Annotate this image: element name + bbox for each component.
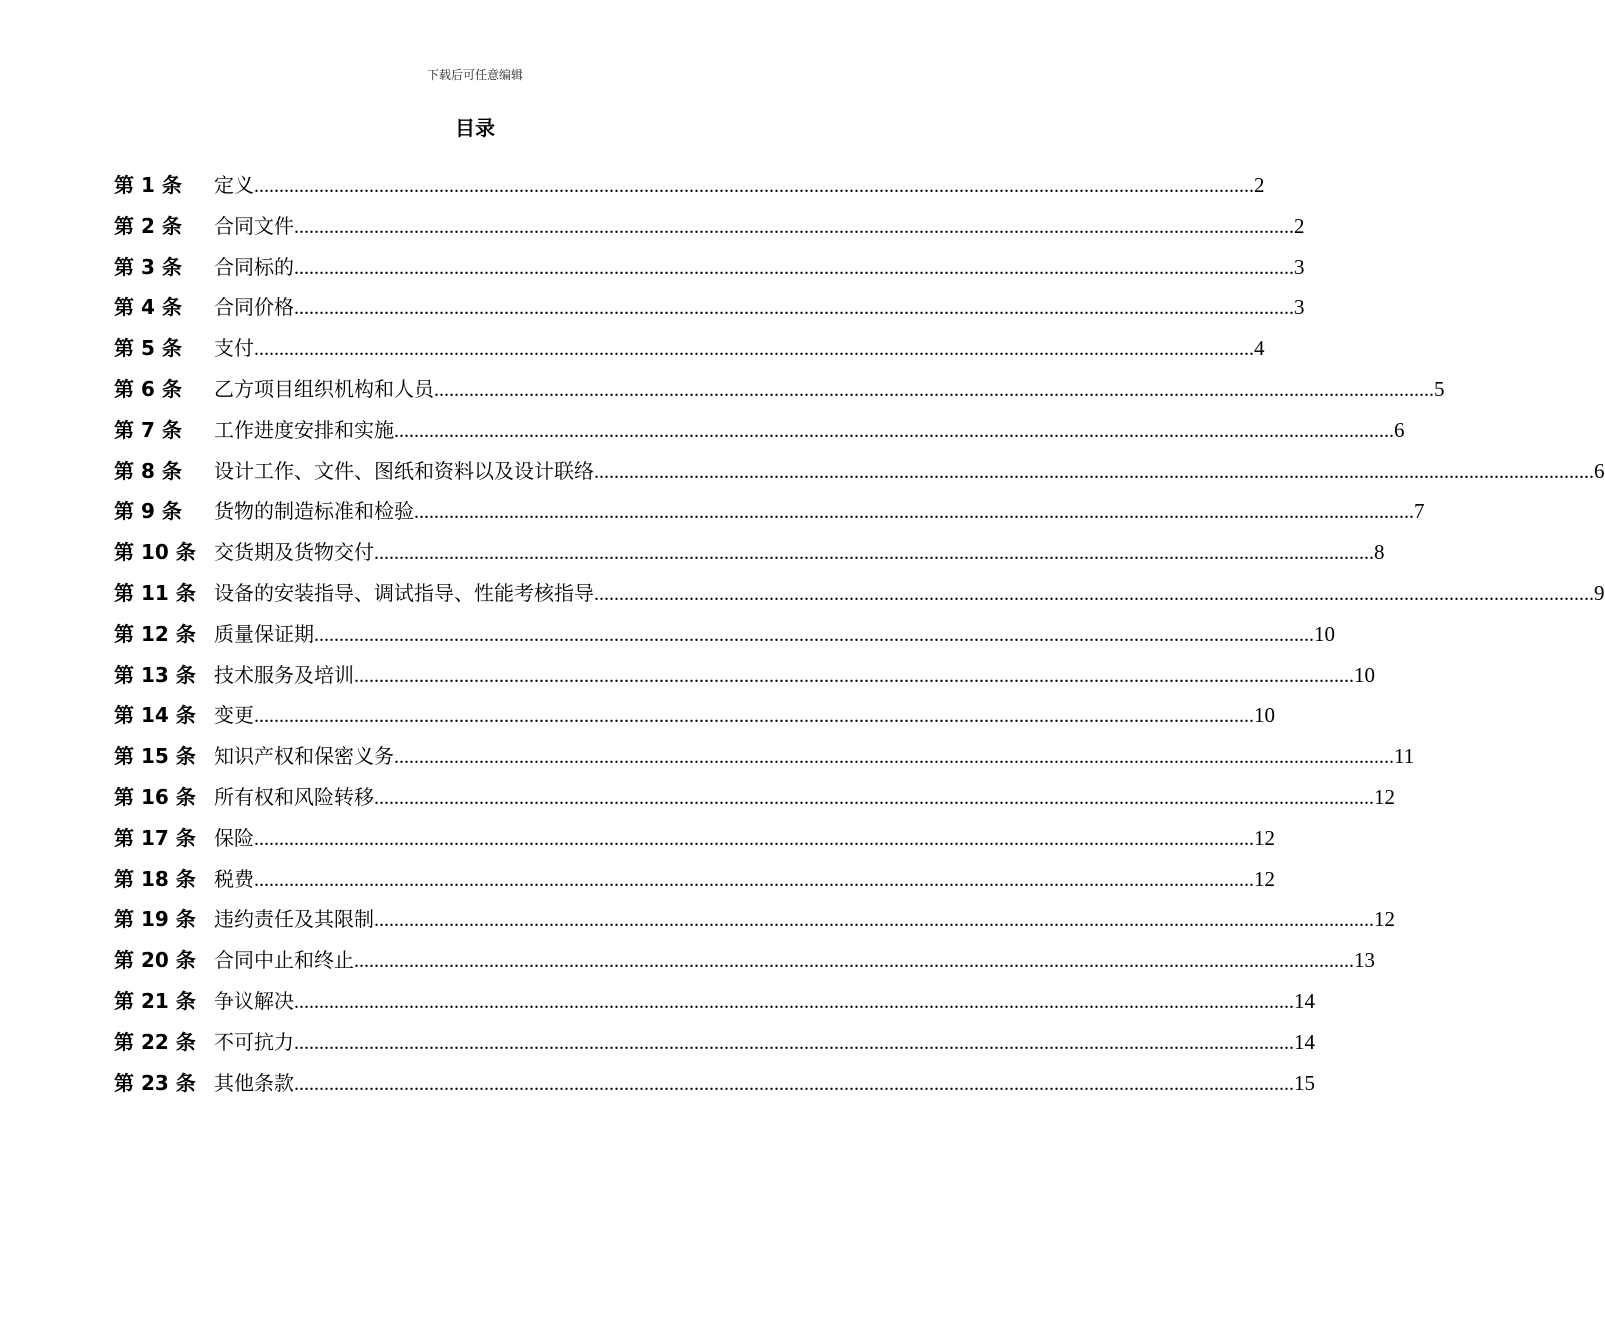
toc-entry-number: 第 6 条 [114,376,182,401]
toc-entry-number: 第 23 条 [114,1070,196,1095]
toc-entry-page: 10 [1354,662,1375,687]
toc-entry-23[interactable] [114,1066,1315,1107]
toc-entry-page: 10 [1254,703,1275,728]
toc-entry-label: 合同价格 [214,295,294,320]
toc-entry-number: 第 22 条 [114,1029,196,1054]
toc-entry-label: 定义 [214,173,254,197]
toc-dot-leader: ........................................................................................................................................................................................................ [594,460,1594,483]
toc-entry-page: 8 [1374,540,1385,565]
toc-entry-label: 其他条款 [214,1070,294,1095]
toc-entry-number: 第 9 条 [114,499,182,524]
toc-dot-leader: ........................................................................................................................................................................................................ [394,419,1394,442]
toc-entry-page: 4 [1254,336,1265,361]
toc-entry-page: 12 [1254,825,1275,850]
toc-entry-page: 2 [1254,173,1265,197]
toc-dot-leader: ........................................................................................................................................................................................................ [594,582,1594,605]
toc-dot-leader: ........................................................................................................................................................................................................ [374,542,1374,565]
toc-entry-label: 质量保证期 [214,621,314,646]
toc-entry-number: 第 13 条 [114,662,196,687]
toc-entry-label: 保险 [214,825,254,850]
toc-entry-label: 知识产权和保密义务 [214,744,394,769]
toc-entry-21[interactable] [114,984,1315,1025]
toc-entry-number: 第 12 条 [114,621,196,646]
toc-entry-8[interactable] [114,454,1605,495]
toc-entry-label: 变更 [214,703,254,728]
toc-entry-12[interactable] [114,617,1335,658]
toc-entry-number: 第 20 条 [114,948,196,973]
toc-dot-leader: ........................................................................................................................................................................................................ [414,501,1414,524]
toc-dot-leader: ........................................................................................................................................................................................................ [434,378,1434,401]
toc-entry-page: 3 [1294,295,1305,320]
toc-entry-page: 2 [1294,213,1305,238]
toc-entry-number: 第 4 条 [114,295,182,320]
toc-title: 目录 [455,116,495,140]
toc-entry-11[interactable] [114,576,1605,617]
toc-entry-3[interactable] [114,250,1305,291]
toc-dot-leader: ........................................................................................................................................................................................................ [294,990,1294,1013]
page-header-note: 下载后可任意编辑 [426,68,523,82]
toc-entry-page: 13 [1354,948,1375,973]
toc-entry-number: 第 10 条 [114,540,196,565]
toc-entry-label: 税费 [214,866,254,891]
toc-dot-leader: ........................................................................................................................................................................................................ [394,746,1394,769]
toc-entry-number: 第 3 条 [114,254,182,279]
toc-entry-2[interactable] [114,209,1305,250]
toc-entry-9[interactable] [114,494,1425,535]
toc-entry-10[interactable] [114,535,1385,576]
toc-entry-19[interactable] [114,902,1395,943]
toc-dot-leader: ........................................................................................................................................................................................................ [254,705,1254,728]
toc-entry-page: 15 [1294,1070,1315,1095]
toc-entry-label: 争议解决 [214,988,294,1013]
toc-entry-page: 12 [1374,784,1395,809]
toc-list [114,168,1605,1106]
toc-entry-6[interactable] [114,372,1445,413]
toc-dot-leader: ........................................................................................................................................................................................................ [314,623,1314,646]
toc-entry-number: 第 1 条 [114,173,182,197]
toc-entry-page: 12 [1254,866,1275,891]
toc-entry-18[interactable] [114,862,1275,903]
toc-entry-page: 3 [1294,254,1305,279]
toc-entry-label: 合同文件 [214,213,294,238]
toc-dot-leader: ........................................................................................................................................................................................................ [294,297,1294,320]
toc-entry-page: 6 [1394,417,1405,442]
toc-dot-leader: ........................................................................................................................................................................................................ [294,1072,1294,1095]
toc-entry-label: 货物的制造标准和检验 [214,499,414,524]
toc-entry-16[interactable] [114,780,1395,821]
toc-entry-label: 技术服务及培训 [214,662,354,687]
toc-dot-leader: ........................................................................................................................................................................................................ [374,786,1374,809]
toc-entry-label: 支付 [214,336,254,361]
toc-entry-number: 第 16 条 [114,784,196,809]
toc-dot-leader: ........................................................................................................................................................................................................ [254,827,1254,850]
toc-entry-label: 合同标的 [214,254,294,279]
toc-dot-leader: ........................................................................................................................................................................................................ [294,215,1294,238]
toc-dot-leader: ........................................................................................................................................................................................................ [294,256,1294,279]
toc-entry-page: 11 [1394,744,1415,769]
toc-entry-1[interactable] [114,168,1265,209]
toc-entry-page: 12 [1374,907,1395,932]
toc-dot-leader: ........................................................................................................................................................................................................ [254,175,1254,197]
toc-entry-label: 乙方项目组织机构和人员 [214,376,434,401]
toc-entry-number: 第 8 条 [114,458,182,483]
toc-entry-page: 14 [1294,1029,1315,1054]
toc-entry-number: 第 2 条 [114,213,182,238]
toc-entry-number: 第 5 条 [114,336,182,361]
toc-entry-15[interactable] [114,739,1415,780]
toc-entry-number: 第 7 条 [114,417,182,442]
toc-dot-leader: ........................................................................................................................................................................................................ [254,868,1254,891]
toc-dot-leader: ........................................................................................................................................................................................................ [354,664,1354,687]
toc-entry-label: 工作进度安排和实施 [214,417,394,442]
toc-entry-number: 第 18 条 [114,866,196,891]
toc-entry-number: 第 17 条 [114,825,196,850]
toc-entry-number: 第 14 条 [114,703,196,728]
toc-dot-leader: ........................................................................................................................................................................................................ [374,909,1374,932]
toc-dot-leader: ........................................................................................................................................................................................................ [254,338,1254,361]
toc-entry-page: 9 [1594,580,1605,605]
toc-entry-20[interactable] [114,943,1375,984]
toc-entry-page: 6 [1594,458,1605,483]
toc-entry-label: 设备的安装指导、调试指导、性能考核指导 [214,580,594,605]
toc-entry-number: 第 19 条 [114,907,196,932]
toc-entry-page: 7 [1414,499,1425,524]
toc-entry-label: 设计工作、文件、图纸和资料以及设计联络 [214,458,594,483]
toc-entry-number: 第 11 条 [114,580,196,605]
toc-entry-page: 5 [1434,376,1445,401]
toc-entry-14[interactable] [114,698,1275,739]
toc-entry-label: 合同中止和终止 [214,948,354,973]
toc-entry-label: 所有权和风险转移 [214,784,374,809]
toc-entry-page: 14 [1294,988,1315,1013]
toc-entry-number: 第 21 条 [114,988,196,1013]
toc-entry-label: 违约责任及其限制 [214,907,374,932]
toc-entry-5[interactable] [114,331,1265,372]
toc-entry-4[interactable] [114,290,1305,331]
toc-entry-17[interactable] [114,821,1275,862]
toc-entry-number: 第 15 条 [114,744,196,769]
toc-entry-page: 10 [1314,621,1335,646]
toc-entry-label: 不可抗力 [214,1029,294,1054]
toc-dot-leader: ........................................................................................................................................................................................................ [294,1031,1294,1054]
toc-entry-label: 交货期及货物交付 [214,540,374,565]
toc-entry-7[interactable] [114,413,1405,454]
toc-dot-leader: ........................................................................................................................................................................................................ [354,950,1354,973]
toc-entry-22[interactable] [114,1025,1315,1066]
toc-entry-13[interactable] [114,658,1375,699]
